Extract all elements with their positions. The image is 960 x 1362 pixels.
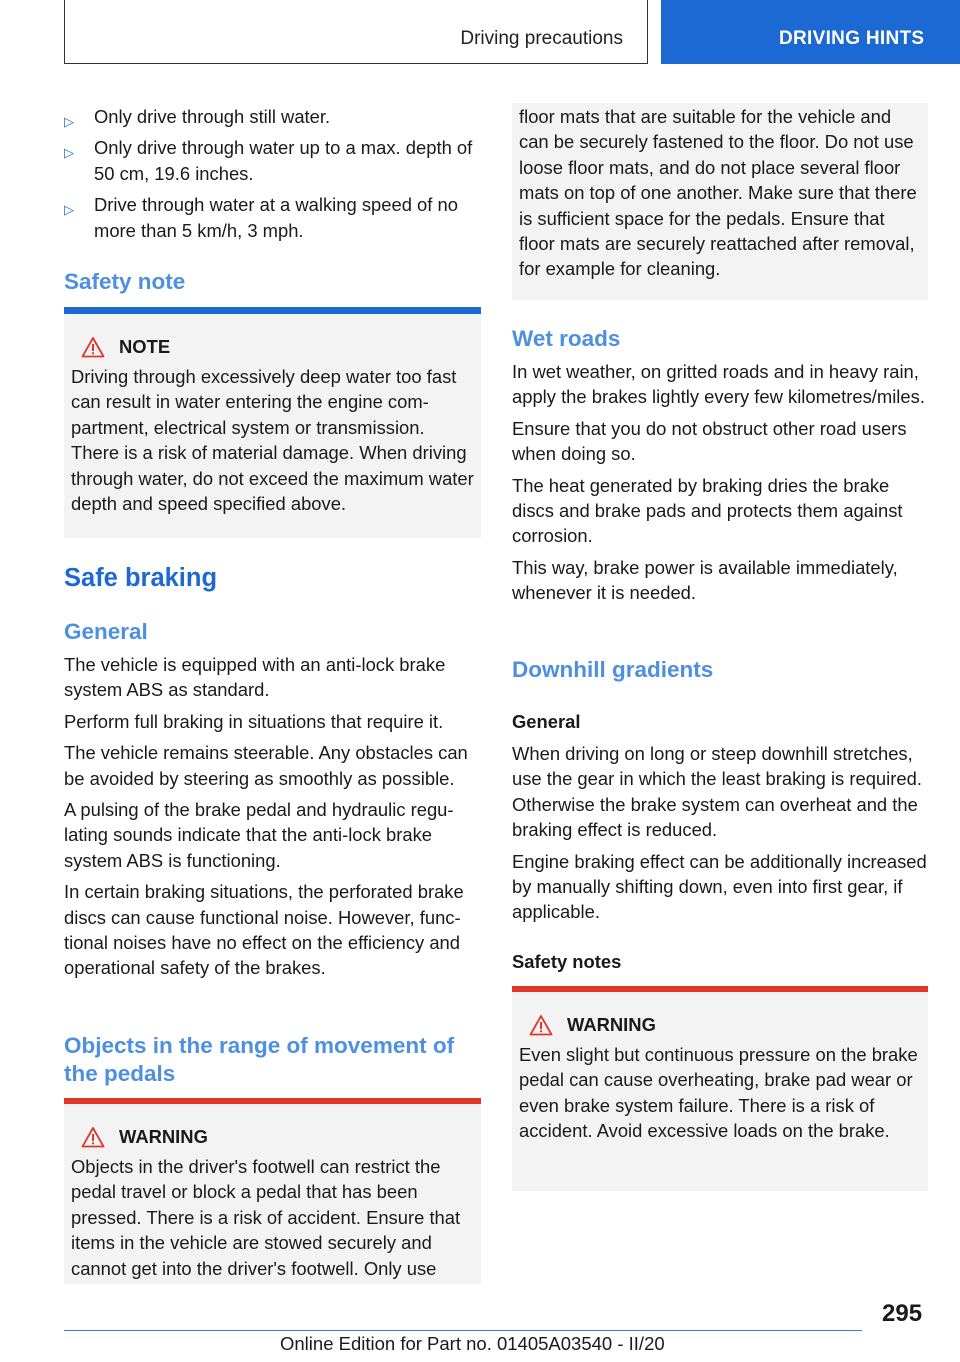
paragraph: A pulsing of the brake pedal and hydraulic regulating sounds indicate that the anti-lock brake system ABS is functioning. — [64, 799, 454, 871]
safety-notes-heading: Safety notes — [512, 951, 622, 972]
continued-warning-box — [512, 103, 928, 300]
footer-divider — [64, 1330, 862, 1331]
warning-triangle-icon — [529, 1014, 553, 1036]
warning-title: WARNING — [567, 1014, 656, 1035]
paragraph: When driving on long or steep downhill stretches, use the gear in which the least braking is required. Otherwise the brake system can overheat and the braking effect is reduced. — [512, 743, 922, 841]
paragraph: The vehicle is equipped with an anti-lock brake system ABS as standard. — [64, 654, 446, 701]
header-frame — [64, 0, 648, 64]
warning-text: Objects in the driver's footwell can restrict the pedal travel or block a pedal that has been pressed. There is a risk of accident. Ensure that items in the vehicle are stowed securely and cannot get into the driver's footwell. Only use — [71, 1156, 461, 1279]
warning-box-title-row — [519, 1012, 921, 1038]
warning-text: Even slight but continuous pressure on the brake pedal can cause overheating, brake pad wear or even brake system failure. There is a risk of accident. Avoid excessive loads on the brake. — [519, 1044, 918, 1142]
water-bullet-list — [64, 104, 481, 243]
objects-pedals-heading: Objects in the range of movement of the pedals — [64, 1033, 455, 1086]
list-item: ▷ Only drive through water up to a max. depth of 50 cm, 19.6 inches. — [64, 137, 473, 184]
downhill-gradients-heading: Downhill gradients — [512, 657, 714, 682]
downhill-general-heading: General — [512, 711, 581, 732]
safe-braking-heading: Safe braking — [64, 564, 218, 592]
warning-triangle-icon — [81, 1126, 105, 1148]
chapter-title: DRIVING HINTS — [779, 28, 925, 49]
paragraph: The vehicle remains steerable. Any obstacles can be avoided by steering as smoothly as possible. — [64, 742, 468, 789]
note-text: Driving through excessively deep water too fast can result in water entering the engine compartment, electrical system or transmission. There is a risk of material damage. When driving through water, do not exceed the maximum water depth and speed specified above. — [71, 366, 474, 515]
bullet-triangle-icon: ▷ — [64, 114, 74, 129]
list-item: ▷ Only drive through still water. — [64, 104, 481, 129]
section-title: Driving precautions — [460, 28, 623, 49]
paragraph: The heat generated by braking dries the brake discs and brake pads and protects them against corrosion. — [512, 474, 903, 547]
pedal-warning-box — [64, 1098, 481, 1284]
paragraph: Engine braking effect can be additionally increased by manually shifting down, even into first gear, if applicable. — [512, 850, 927, 923]
wet-roads-text — [512, 359, 928, 606]
note-box-title-row — [71, 334, 474, 360]
warning-title: WARNING — [119, 1126, 208, 1147]
footer-edition: Online Edition for Part no. 01405A03540 - II/20 — [280, 1333, 665, 1354]
warning-triangle-icon — [81, 336, 105, 358]
note-box — [64, 307, 481, 538]
bullet-triangle-icon: ▷ — [64, 202, 74, 218]
paragraph: In certain braking situations, the perforated brake discs can cause functional noise. However, functional noises have no effect on the efficiency and operational safety of the brakes. — [64, 881, 464, 979]
general-text — [64, 652, 481, 981]
brake-warning-box — [512, 986, 928, 1191]
chapter-tab[interactable] — [661, 0, 960, 64]
general-heading: General — [64, 619, 148, 644]
paragraph: Perform full braking in situations that require it. — [64, 710, 444, 732]
page-number: 295 — [882, 1300, 923, 1327]
warning-box-title-row — [71, 1124, 474, 1150]
note-title: NOTE — [119, 336, 171, 357]
paragraph: Ensure that you do not obstruct other road users when doing so. — [512, 417, 907, 465]
wet-roads-heading: Wet roads — [512, 326, 621, 351]
bullet-triangle-icon: ▷ — [64, 145, 74, 161]
paragraph: This way, brake power is available immediately, whenever it is needed. — [512, 556, 898, 604]
continued-warning-text: floor mats that are suitable for the vehicle and can be securely fastened to the floor. Do not use loose floor mats, and do not place several floor mats on top of one another. Make sure that there is sufficient space for the pedals. Ensure that floor mats are securely reattached after removal, for example for cleaning. — [519, 106, 917, 280]
safety-note-heading: Safety note — [64, 269, 186, 294]
downhill-text — [512, 741, 928, 925]
list-item: ▷ Drive through water at a walking speed of no more than 5 km/h, 3 mph. — [64, 194, 458, 241]
paragraph: In wet weather, on gritted roads and in heavy rain, apply the brakes lightly every few kilometres/miles. — [512, 361, 925, 408]
